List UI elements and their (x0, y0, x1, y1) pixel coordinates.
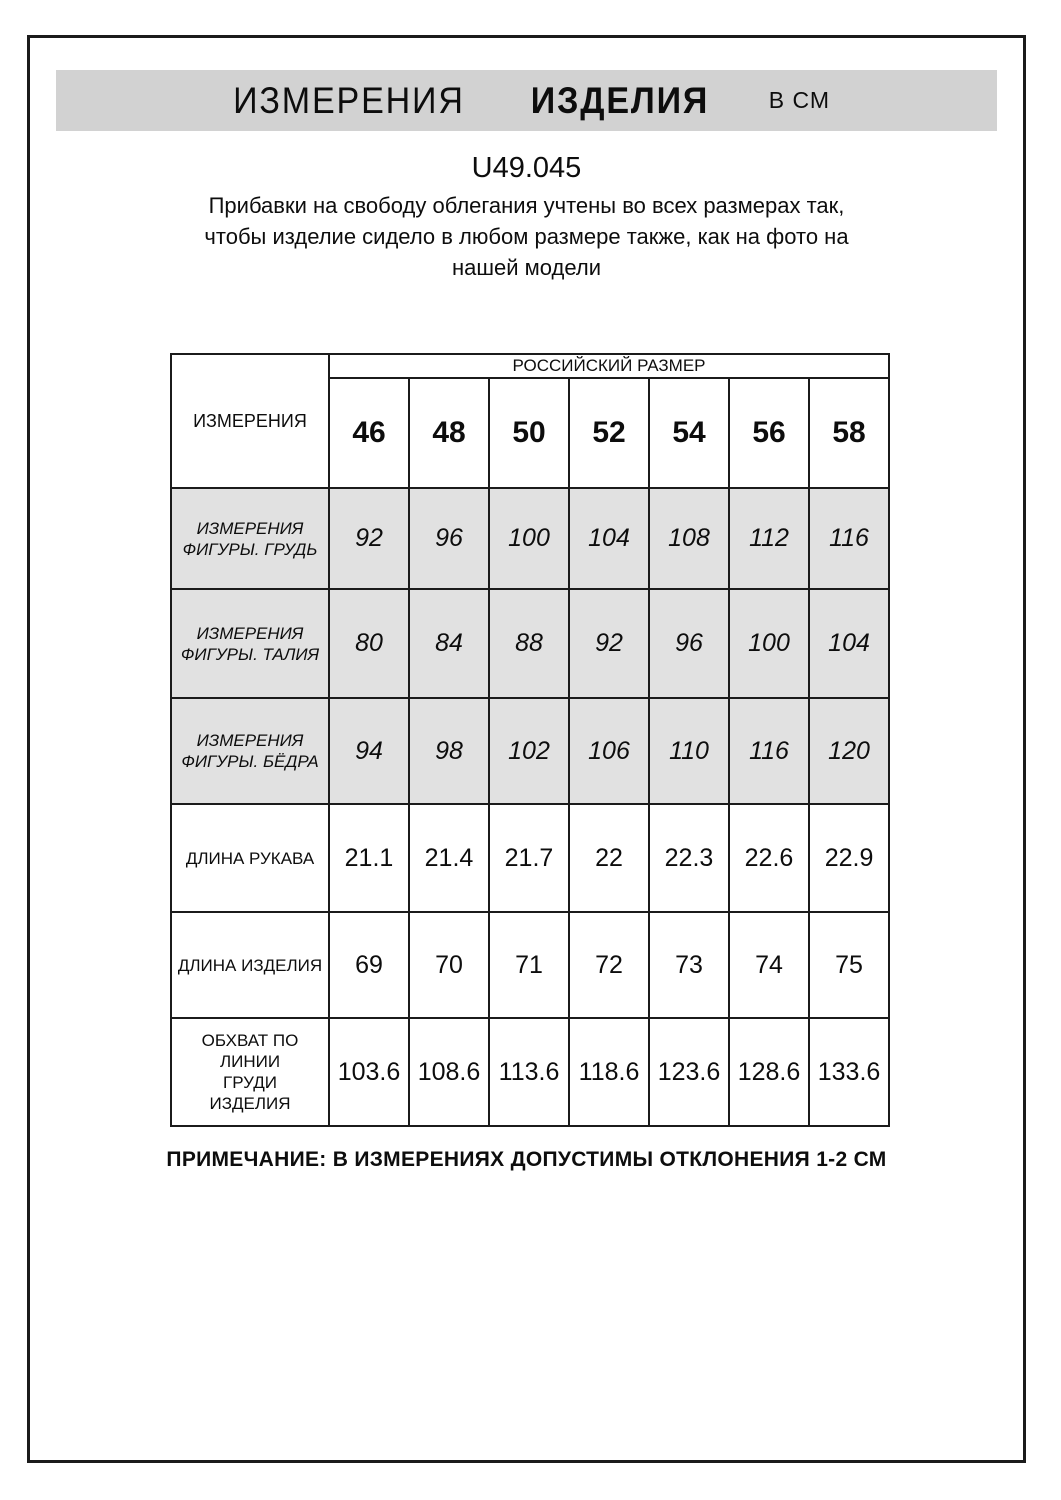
size-46: 46 (329, 378, 409, 488)
value-cell: 128.6 (729, 1018, 809, 1126)
table-row-figure-chest (171, 488, 889, 589)
value-cell: 113.6 (489, 1018, 569, 1126)
value-cell: 102 (489, 698, 569, 804)
value-cell: 21.1 (329, 804, 409, 912)
row-label: ДЛИНА РУКАВА (171, 804, 329, 912)
table-row-product-length (171, 912, 889, 1018)
value-cell: 92 (329, 488, 409, 589)
value-cell: 106 (569, 698, 649, 804)
value-cell: 73 (649, 912, 729, 1018)
row-label: ОБХВАТ ПО ЛИНИИ ГРУДИ ИЗДЕЛИЯ (171, 1018, 329, 1126)
value-cell: 98 (409, 698, 489, 804)
title-unit-cm: В СМ (768, 87, 831, 113)
intro-line-3: нашей модели (451, 255, 601, 280)
row-label: ИЗМЕРЕНИЯ ФИГУРЫ. ТАЛИЯ (171, 589, 329, 698)
value-cell: 69 (329, 912, 409, 1018)
tolerance-note: ПРИМЕЧАНИЕ: В ИЗМЕРЕНИЯХ ДОПУСТИМЫ ОТКЛОНЕНИЯ 1-2 СМ (166, 1148, 887, 1171)
table-row-figure-hips (171, 698, 889, 804)
value-cell: 84 (409, 589, 489, 698)
size-48: 48 (409, 378, 489, 488)
value-cell: 133.6 (809, 1018, 889, 1126)
value-cell: 80 (329, 589, 409, 698)
size-58: 58 (809, 378, 889, 488)
value-cell: 74 (729, 912, 809, 1018)
table-row-sleeve-length (171, 804, 889, 912)
value-cell: 21.4 (409, 804, 489, 912)
title-word-measurements: ИЗМЕРЕНИЯ (233, 79, 465, 121)
size-group-header: РОССИЙСКИЙ РАЗМЕР (329, 354, 889, 378)
page-frame (27, 35, 1026, 1463)
value-cell: 103.6 (329, 1018, 409, 1126)
value-cell: 72 (569, 912, 649, 1018)
value-cell: 71 (489, 912, 569, 1018)
measure-column-header: ИЗМЕРЕНИЯ (171, 354, 329, 488)
intro-line-2: чтобы изделие сидело в любом размере также, как на фото на (204, 224, 849, 249)
size-50: 50 (489, 378, 569, 488)
value-cell: 108.6 (409, 1018, 489, 1126)
value-cell: 22 (569, 804, 649, 912)
value-cell: 110 (649, 698, 729, 804)
value-cell: 100 (729, 589, 809, 698)
size-table (170, 353, 890, 1127)
row-label: ИЗМЕРЕНИЯ ФИГУРЫ. ГРУДЬ (171, 488, 329, 589)
value-cell: 116 (809, 488, 889, 589)
row-label: ИЗМЕРЕНИЯ ФИГУРЫ. БЁДРА (171, 698, 329, 804)
value-cell: 112 (729, 488, 809, 589)
value-cell: 70 (409, 912, 489, 1018)
value-cell: 96 (649, 589, 729, 698)
value-cell: 75 (809, 912, 889, 1018)
table-row-figure-waist (171, 589, 889, 698)
value-cell: 116 (729, 698, 809, 804)
article-code: U49.045 (471, 152, 582, 184)
value-cell: 21.7 (489, 804, 569, 912)
value-cell: 88 (489, 589, 569, 698)
row-label: ДЛИНА ИЗДЕЛИЯ (171, 912, 329, 1018)
value-cell: 118.6 (569, 1018, 649, 1126)
value-cell: 100 (489, 488, 569, 589)
value-cell: 94 (329, 698, 409, 804)
title-bar (56, 70, 997, 131)
intro-line-1: Прибавки на свободу облегания учтены во всех размерах так, (208, 193, 845, 218)
value-cell: 22.3 (649, 804, 729, 912)
value-cell: 108 (649, 488, 729, 589)
value-cell: 104 (569, 488, 649, 589)
value-cell: 96 (409, 488, 489, 589)
value-cell: 92 (569, 589, 649, 698)
table-row-chest-girth (171, 1018, 889, 1126)
size-54: 54 (649, 378, 729, 488)
value-cell: 22.9 (809, 804, 889, 912)
size-56: 56 (729, 378, 809, 488)
value-cell: 123.6 (649, 1018, 729, 1126)
intro-paragraph (30, 190, 1023, 283)
size-52: 52 (569, 378, 649, 488)
value-cell: 22.6 (729, 804, 809, 912)
value-cell: 120 (809, 698, 889, 804)
title-word-product: ИЗДЕЛИЯ (530, 79, 710, 121)
value-cell: 104 (809, 589, 889, 698)
